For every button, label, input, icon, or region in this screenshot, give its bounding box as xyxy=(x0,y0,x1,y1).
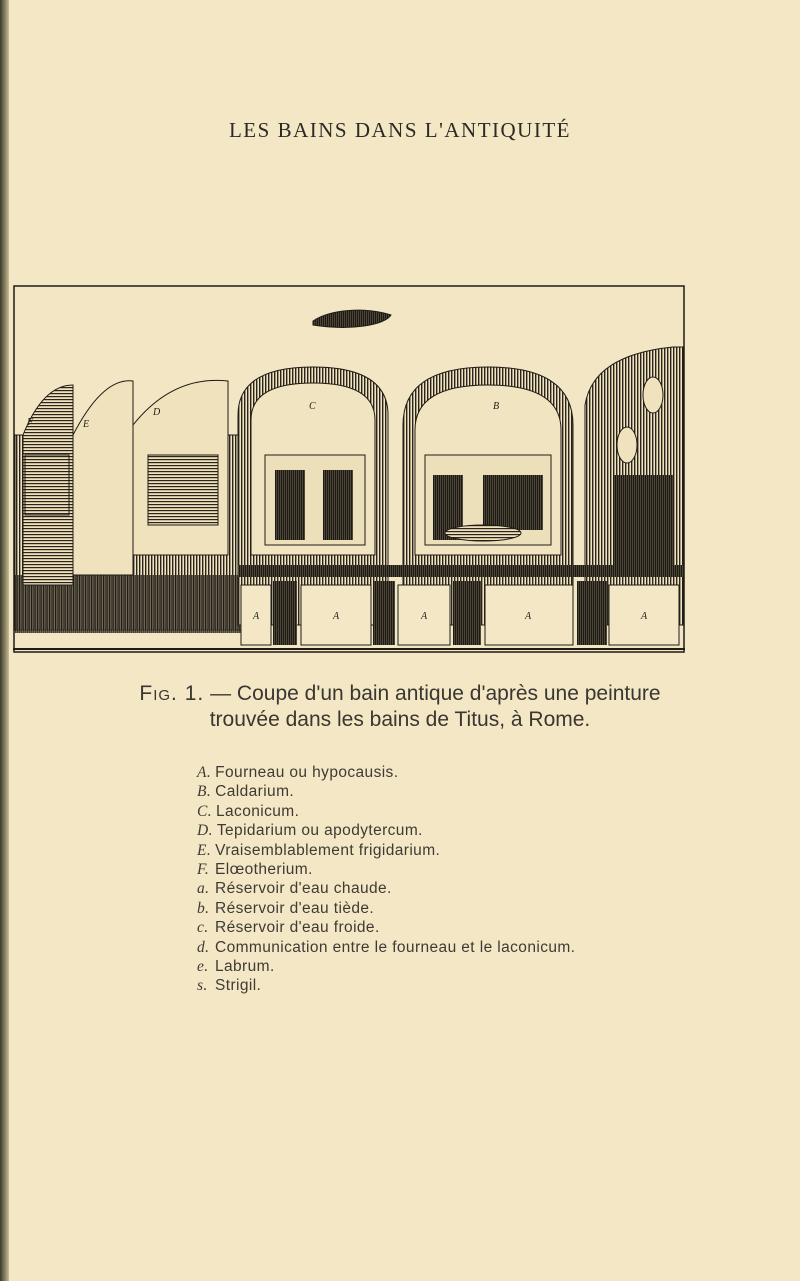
label-c: C xyxy=(309,401,316,412)
caption-line-2: trouvée dans les bains de Titus, à Rome. xyxy=(209,708,591,731)
label-a1: A xyxy=(253,611,260,622)
legend-key: F. xyxy=(197,861,210,879)
figure-legend xyxy=(197,763,575,996)
legend-item xyxy=(197,879,575,898)
legend-item xyxy=(197,841,575,860)
legend-text: Communication entre le fourneau et le laconicum. xyxy=(215,938,576,956)
legend-key: C. xyxy=(197,802,213,820)
figure-number: Fig. 1. xyxy=(139,682,205,705)
reservoir-b-drawing xyxy=(617,427,637,463)
legend-text: Vraisemblablement frigidarium. xyxy=(215,841,441,859)
legend-key: B. xyxy=(197,783,212,801)
labrum-drawing xyxy=(445,525,521,541)
legend-text: Elœotherium. xyxy=(215,861,313,879)
legend-item xyxy=(197,821,575,840)
legend-item xyxy=(197,918,575,937)
legend-key: b. xyxy=(197,899,210,917)
legend-text: Strigil. xyxy=(215,977,262,995)
label-f: F xyxy=(27,417,34,428)
legend-text: Labrum. xyxy=(215,958,275,976)
label-e: E xyxy=(83,419,90,430)
legend-key: D. xyxy=(197,822,213,840)
legend-key: s. xyxy=(197,977,208,995)
legend-item xyxy=(197,860,575,879)
legend-text: Réservoir d'eau chaude. xyxy=(215,880,392,898)
legend-key: a. xyxy=(197,880,210,898)
caption-text-1: — Coupe d'un bain antique d'après une peinture xyxy=(204,682,661,705)
legend-key: d. xyxy=(197,938,210,956)
label-b: B xyxy=(493,401,500,412)
legend-item xyxy=(197,782,575,801)
legend-text: Caldarium. xyxy=(215,783,295,801)
label-a2: A xyxy=(333,611,340,622)
caption-line-1 xyxy=(0,681,800,707)
legend-text: Laconicum. xyxy=(216,802,300,820)
legend-key: c. xyxy=(197,919,209,937)
legend-item xyxy=(197,899,575,918)
label-a5: A xyxy=(641,611,648,622)
label-a4: A xyxy=(525,611,532,622)
figure-caption xyxy=(0,681,800,733)
legend-text: Tepidarium ou apodytercum. xyxy=(216,822,423,840)
label-d: D xyxy=(153,407,161,418)
hypocaust-grille xyxy=(238,565,683,577)
legend-item xyxy=(197,938,575,957)
running-title: LES BAINS DANS L'ANTIQUITÉ xyxy=(228,118,571,142)
legend-key: A. xyxy=(197,764,212,781)
reservoir-a-drawing xyxy=(643,377,663,413)
legend-key: e. xyxy=(197,958,209,976)
legend-text: Réservoir d'eau tiède. xyxy=(215,899,375,917)
legend-text: Fourneau ou hypocausis. xyxy=(215,764,399,781)
legend-key: E. xyxy=(197,841,212,859)
legend-item xyxy=(197,763,575,782)
book-binding-edge xyxy=(0,0,9,1281)
legend-item xyxy=(197,802,575,821)
legend-text: Réservoir d'eau froide. xyxy=(215,919,380,937)
label-a3: A xyxy=(421,611,428,622)
legend-item xyxy=(197,976,575,995)
bath-section-illustration xyxy=(13,285,685,653)
legend-item xyxy=(197,957,575,976)
